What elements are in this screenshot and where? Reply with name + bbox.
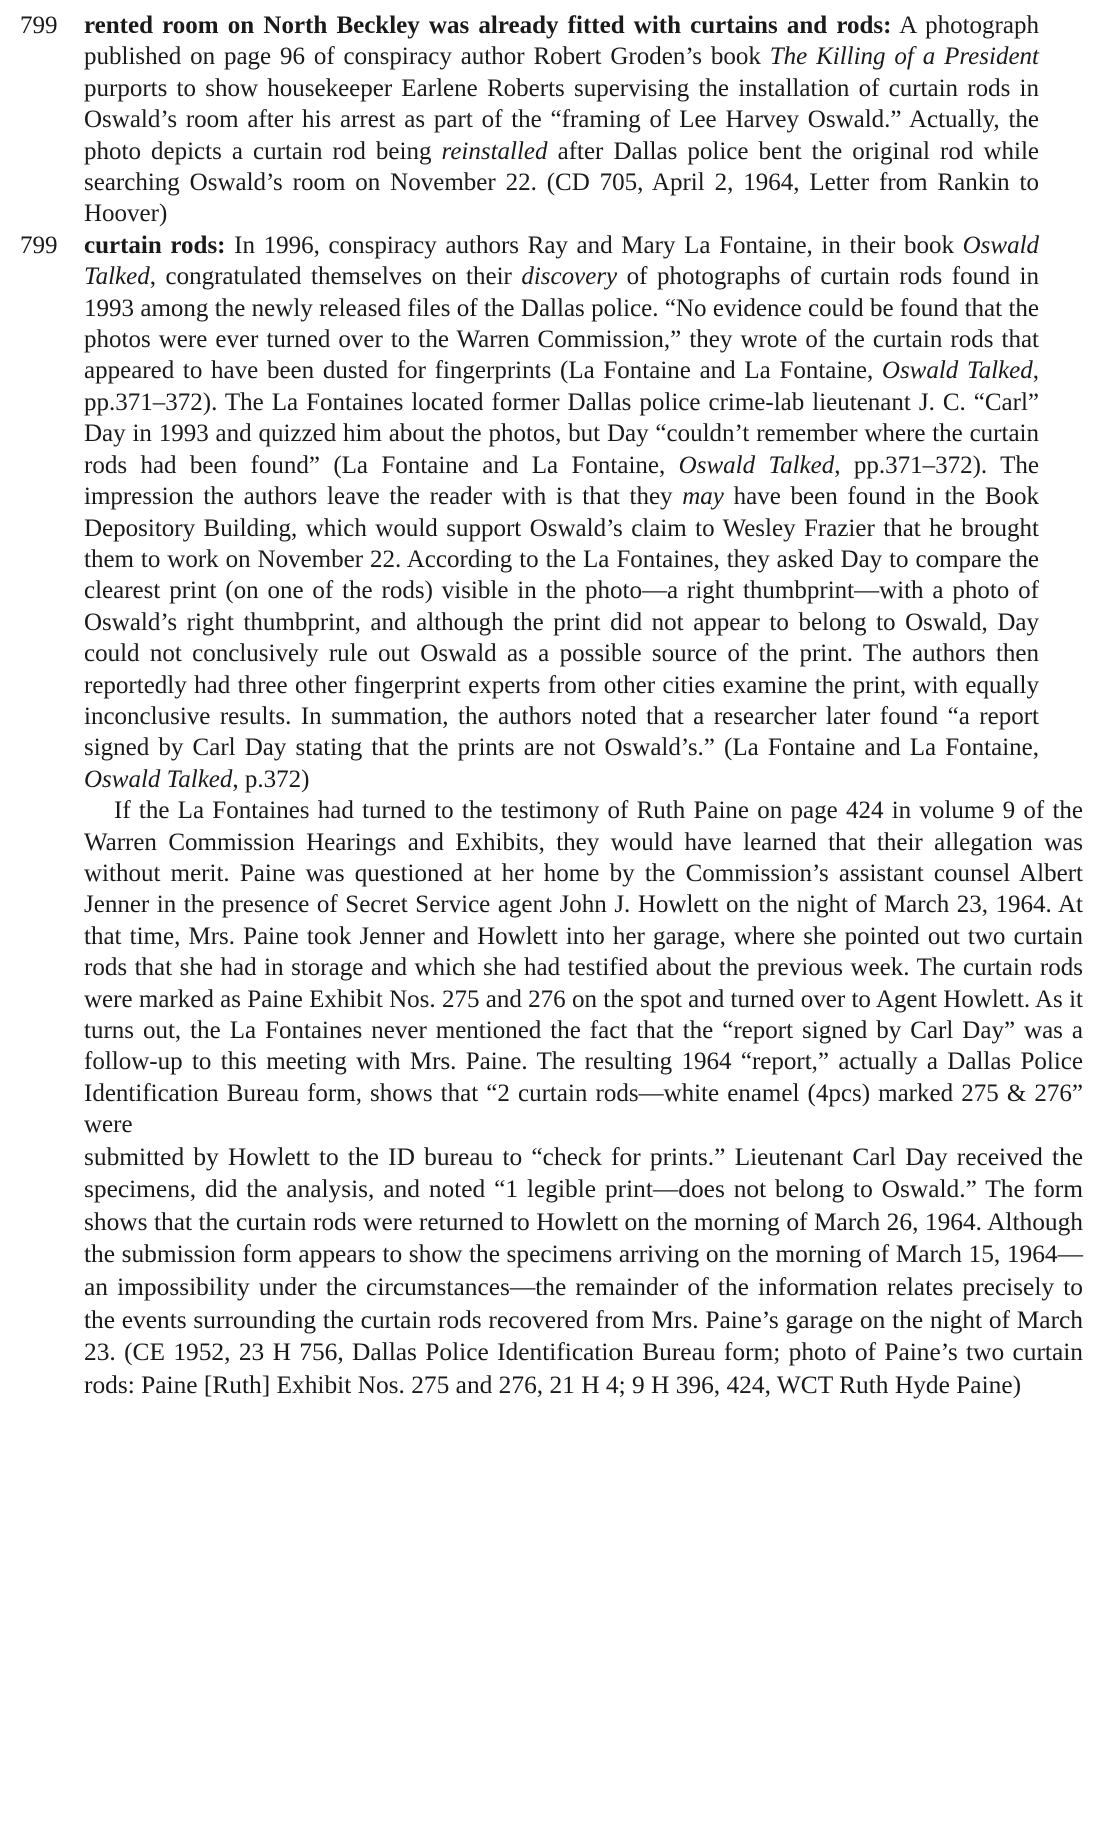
note-keyword: curtain rods: (84, 231, 226, 259)
book-title: Oswald Talked (678, 451, 835, 479)
endnote-2 (0, 230, 1099, 795)
continuation-paragraph-tail (0, 1141, 1099, 1402)
continuation-paragraph (0, 795, 1099, 1140)
note-keyword: rented room on North Beckley was already fitted with curtains and rods: (84, 12, 892, 39)
note-segment: , p.372) (232, 765, 310, 793)
note-segment: , pp.371–372). The La Fontaines located former Dallas police crime-lab lieutenant J. C. “Carl” Day in 1993 and quizzed him about the photos, but Day “couldn’t remember where the curtain rods had been found” (La Fontaine and La Fontaine, (84, 357, 1039, 479)
book-title: Oswald Talked (84, 765, 233, 793)
note-text (84, 230, 1039, 795)
note-segment: In 1996, conspiracy authors Ray and Mary La Fontaine, in their book (225, 231, 963, 259)
book-title: Oswald Talked (881, 357, 1033, 385)
emphasis: discovery (521, 263, 618, 291)
emphasis: may (682, 483, 724, 511)
book-title: The Killing of a President (769, 43, 1039, 71)
note-text (84, 10, 1039, 230)
note-segment: have been found in the Book Depository Building, which would support Oswald’s claim to Wesley Frazier that he brought them to work on November 22. According to the La Fontaines, they asked Day to compare the clearest print (on one of the rods) visible in the photo—a right thumbprint—with a photo of Oswald’s right thumbprint, and although the print did not appear to belong to Oswald, Day could not conclusively rule out Oswald as a possible source of the print. The authors then reportedly had three other fingerprint experts from other cities examine the print, with equally inconclusive results. In summation, the authors noted that a researcher later found “a report signed by Carl Day stating that the prints are not Oswald’s.” (La Fontaine and La Fontaine, (84, 483, 1039, 762)
continuation-text: If the La Fontaines had turned to the testimony of Ruth Paine on page 424 in volume 9 of the Warren Commission Hearings and Exhibits, they would have learned that their allegation was without merit. Paine was questioned at her home by the Commission’s assistant counsel Albert Jenner in the presence of Secret Service agent John J. Howlett on the night of March 23, 1964. At that time, Mrs. Paine took Jenner and Howlett into her garage, where she pointed out two curtain rods that she had in storage and which she had testified about the previous week. The curtain rods were marked as Paine Exhibit Nos. 275 and 276 on the spot and turned over to Agent Howlett. As it turns out, the La Fontaines never mentioned the fact that the “report signed by Carl Day” was a follow-up to this meeting with Mrs. Paine. The resulting 1964 “report,” actually a Dallas Police Identification Bureau form, shows that “2 curtain rods—white enamel (4pcs) marked 275 & 276” were (84, 797, 1083, 1139)
note-page-number: 799 (20, 12, 58, 39)
note-segment: after Dallas police bent the original rod while searching Oswald’s room on November 22. (CD 705, April 2, 1964, Letter from Rankin to Hoover) (84, 137, 1039, 228)
continuation-text: submitted by Howlett to the ID bureau to “check for prints.” Lieutenant Carl Day received the specimens, did the analysis, and noted “1 legible print—does not belong to Oswald.” The form shows that the curtain rods were returned to Howlett on the morning of March 26, 1964. Although the submission form appears to show the specimens arriving on the morning of March 15, 1964—an impossibility under the circumstances—the remainder of the information relates precisely to the events surrounding the curtain rods recovered from Mrs. Paine’s garage on the night of March 23. (CE 1952, 23 H 756, Dallas Police Identification Bureau form; photo of Paine’s two curtain rods: Paine [Ruth] Exhibit Nos. 275 and 276, 21 H 4; 9 H 396, 424, WCT Ruth Hyde Paine) (84, 1142, 1083, 1399)
note-segment: of photographs of curtain rods found in 1993 among the newly released files of the Dallas police. “No evidence could be found that the photos were ever turned over to the Warren Commission,” they wrote of the curtain rods that appeared to have been dusted for fingerprints (La Fontaine and La Fontaine, (84, 263, 1040, 385)
note-segment: purports to show housekeeper Earlene Roberts supervising the installation of curtain rods in Oswald’s room after his arrest as part of the “framing of Lee Harvey Oswald.” Actually, the photo depicts a curtain rod being (84, 74, 1039, 165)
endnote-1 (0, 10, 1099, 230)
note-segment: , congratulated themselves on their (149, 263, 522, 291)
note-segment: A photograph published on page 96 of conspiracy author Robert Groden’s book (84, 12, 1039, 71)
note-page-number: 799 (20, 231, 58, 259)
emphasis: reinstalled (441, 137, 548, 165)
book-title: Oswald Talked (84, 231, 1040, 291)
note-segment: , pp.371–372). The impression the authors leave the reader with is that they (84, 451, 1039, 511)
